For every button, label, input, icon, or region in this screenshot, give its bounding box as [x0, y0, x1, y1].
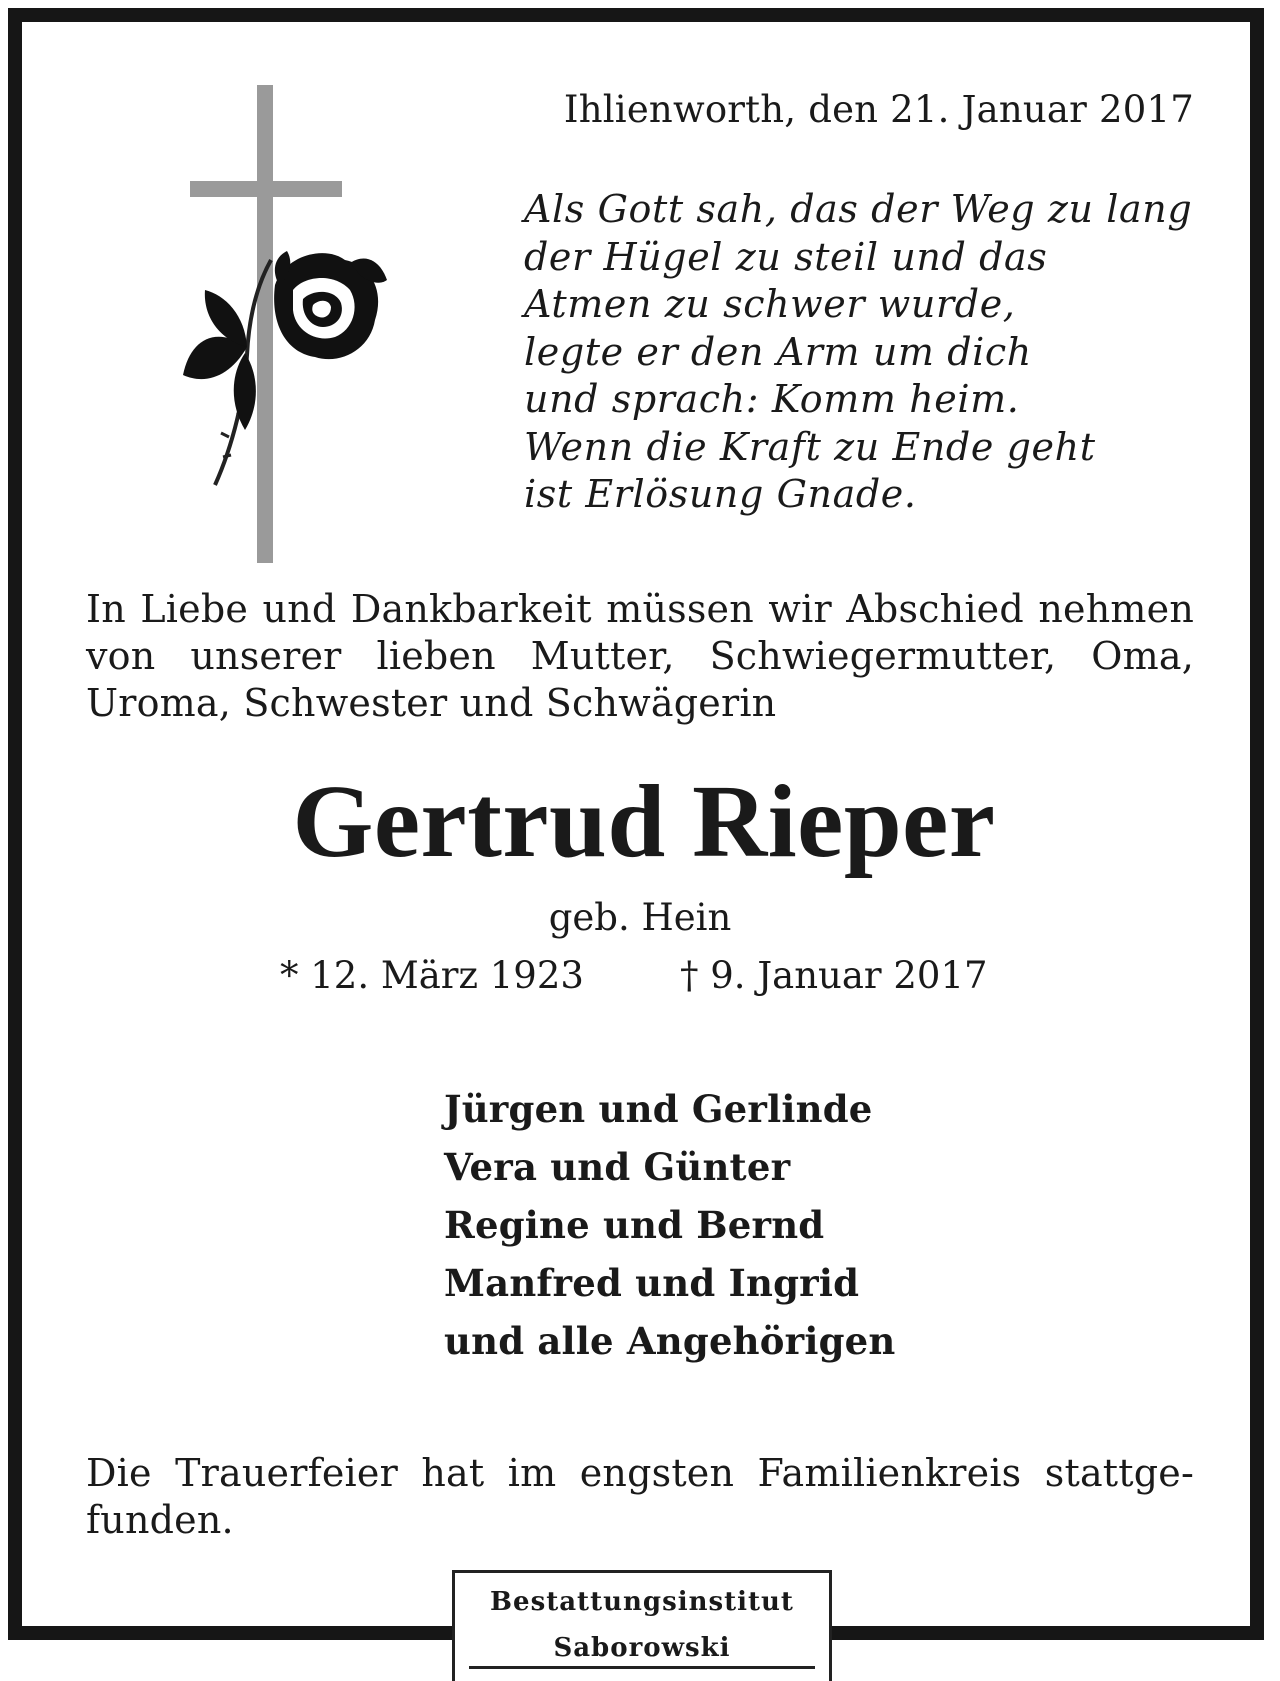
- mourner-line: Jürgen und Gerlinde: [444, 1087, 873, 1131]
- cross-with-rose-icon: [175, 85, 415, 565]
- poem-line: Atmen zu schwer wurde,: [524, 282, 1016, 326]
- poem-line: und sprach: Komm heim.: [524, 377, 1020, 421]
- birth-date: * 12. März 1923: [280, 954, 584, 997]
- mourner-line: und alle Angehörigen: [444, 1319, 896, 1363]
- mourners-list: [444, 1080, 896, 1370]
- institute-name-line2: Saborowski: [553, 1633, 731, 1663]
- poem-line: legte er den Arm um dich: [524, 329, 1032, 374]
- place-date: Ihlienworth, den 21. Januar 2017: [563, 88, 1194, 131]
- death-date: † 9. Januar 2017: [680, 954, 988, 997]
- poem: [524, 186, 1192, 519]
- funeral-notice: Die Trauerfeier hat im engsten Familienkreis stattge-funden.: [86, 1451, 1194, 1542]
- mourner-line: Regine und Bernd: [444, 1203, 825, 1247]
- poem-line: Wenn die Kraft zu Ende geht: [524, 424, 1096, 469]
- deceased-name: Gertrud Rieper: [292, 764, 996, 879]
- birth-name: geb. Hein: [548, 896, 732, 939]
- poem-line: der Hügel zu steil und das: [524, 234, 1048, 279]
- funeral-institute-logo: [452, 1570, 832, 1681]
- institute-divider: [469, 1666, 815, 1677]
- mourner-line: Vera und Günter: [444, 1145, 791, 1189]
- institute-name-line1: Bestattungsinstitut: [490, 1587, 794, 1617]
- poem-line: ist Erlösung Gnade.: [524, 472, 917, 516]
- farewell-intro: In Liebe und Dankbarkeit müssen wir Abschied nehmen von unserer lieben Mutter, Schwiegermutter, Oma, Uroma, Schwester und Schwägerin: [86, 587, 1194, 725]
- mourner-line: Manfred und Ingrid: [444, 1261, 860, 1305]
- poem-line: Als Gott sah, das der Weg zu lang: [524, 187, 1193, 231]
